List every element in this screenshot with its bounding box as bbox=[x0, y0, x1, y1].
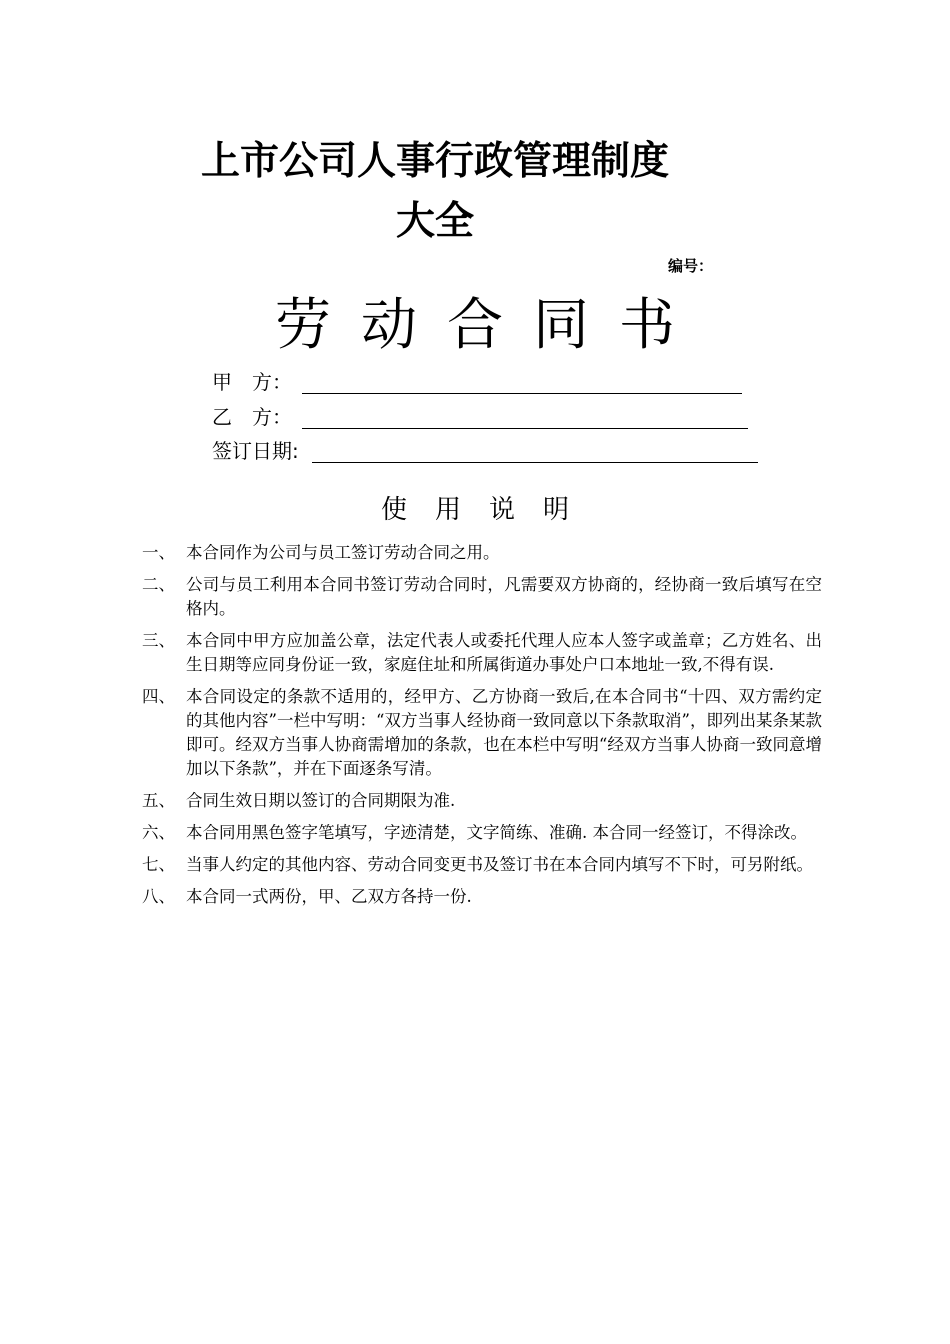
instruction-text: 本合同中甲方应加盖公章，法定代表人或委托代理人应本人签字或盖章；乙方姓名、出生日期等应同身份证一致，家庭住址和所属街道办事处户口本地址一致,不得有误. bbox=[186, 631, 822, 674]
instruction-number: 二、 bbox=[142, 575, 175, 594]
instruction-item bbox=[142, 685, 822, 781]
instruction-item bbox=[142, 885, 822, 909]
usage-instructions-title: 使用说明 bbox=[380, 495, 597, 525]
instruction-text: 本合同一式两份，甲、乙双方各持一份. bbox=[186, 887, 472, 906]
instruction-item bbox=[142, 821, 822, 845]
instruction-text: 本合同作为公司与员工签订劳动合同之用。 bbox=[186, 543, 500, 562]
instruction-number: 一、 bbox=[142, 543, 175, 562]
party-b-row bbox=[212, 403, 748, 431]
party-b-fill-line[interactable] bbox=[302, 406, 748, 429]
instruction-item bbox=[142, 541, 822, 565]
party-b-label: 乙 方： bbox=[212, 405, 292, 429]
instruction-number: 八、 bbox=[142, 887, 175, 906]
signing-date-fill-line[interactable] bbox=[312, 440, 758, 463]
instruction-number: 七、 bbox=[142, 855, 175, 874]
instruction-text: 合同生效日期以签订的合同期限为准. bbox=[186, 791, 456, 810]
instructions-list bbox=[142, 541, 822, 917]
party-a-fill-line[interactable] bbox=[302, 371, 742, 394]
party-a-label: 甲 方： bbox=[212, 370, 292, 394]
instruction-number: 六、 bbox=[142, 823, 175, 842]
instruction-item bbox=[142, 573, 822, 621]
instruction-text: 当事人约定的其他内容、劳动合同变更书及签订书在本合同内填写不下时，可另附纸。 bbox=[186, 855, 813, 874]
instruction-number: 五、 bbox=[142, 791, 175, 810]
instruction-number: 三、 bbox=[142, 631, 175, 650]
signing-date-label: 签订日期: bbox=[212, 439, 299, 463]
serial-number-label: 编号： bbox=[668, 257, 714, 275]
document-title-line-2: 大全 bbox=[395, 199, 474, 244]
party-a-row bbox=[212, 368, 742, 396]
instruction-text: 本合同用黑色签字笔填写，字迹清楚，文字简练、准确. 本合同一经签订，不得涂改。 bbox=[186, 823, 807, 842]
instruction-item bbox=[142, 629, 822, 677]
instruction-item bbox=[142, 789, 822, 813]
document-title-line-1: 上市公司人事行政管理制度 bbox=[200, 139, 669, 184]
instruction-number: 四、 bbox=[142, 687, 175, 706]
instruction-item bbox=[142, 853, 822, 877]
instruction-text: 公司与员工利用本合同书签订劳动合同时，凡需要双方协商的，经协商一致后填写在空格内。 bbox=[186, 575, 822, 618]
instruction-text: 本合同设定的条款不适用的，经甲方、乙方协商一致后,在本合同书“十四、双方需约定的其他内容”一栏中写明：“双方当事人经协商一致同意以下条款取消”，即列出某条某款即可。经双方当事人协商需增加的条款，也在本栏中写明“经双方当事人协商一致同意增加以下条款”，并在下面逐条写清。 bbox=[186, 687, 822, 778]
signing-date-row bbox=[212, 437, 758, 465]
contract-title: 劳动合同书 bbox=[275, 293, 705, 358]
